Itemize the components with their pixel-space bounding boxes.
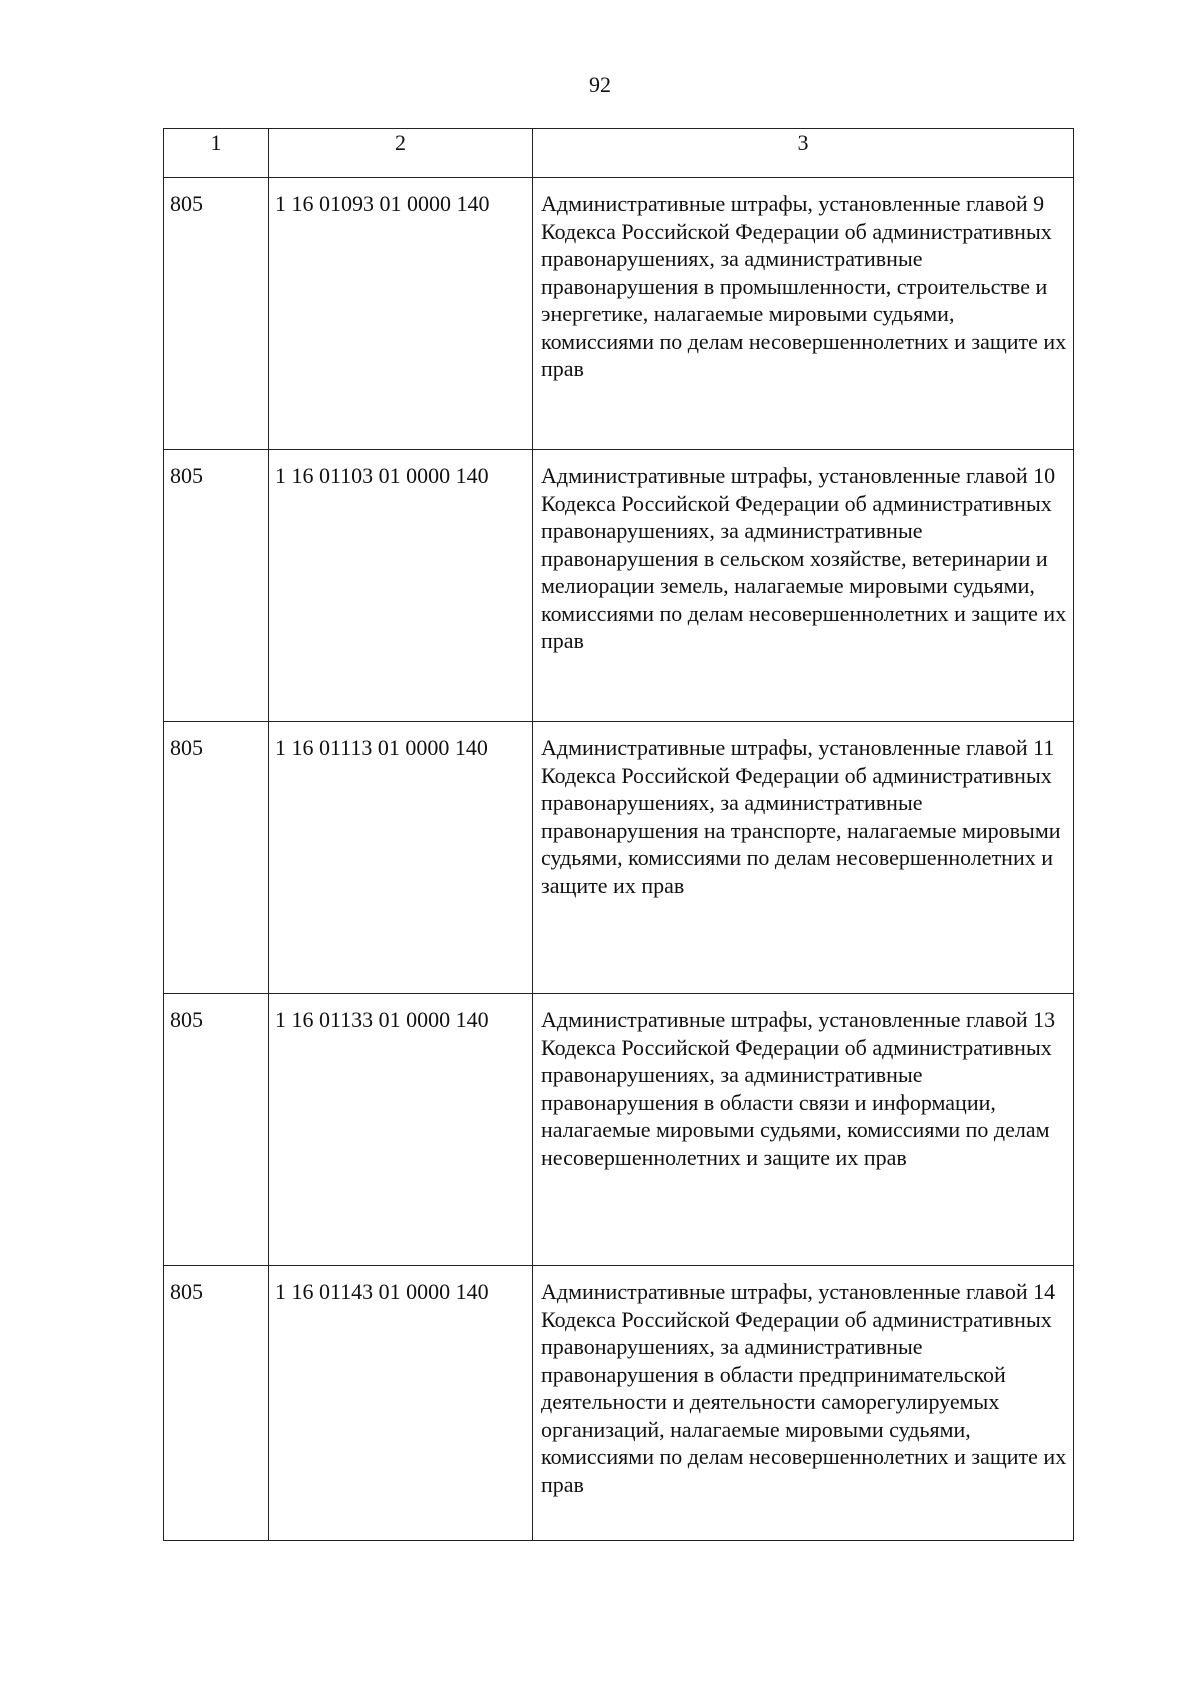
kbk-code-cell: 1 16 01103 01 0000 140 (269, 450, 533, 722)
page-number: 92 (589, 72, 611, 97)
table-body (164, 178, 1074, 1541)
table-row (164, 1266, 1074, 1541)
description-cell: Административные штрафы, установленные главой 10 Кодекса Российской Федерации об административных правонарушениях, за административные правонарушения в сельском хозяйстве, ветеринарии и мелиорации земель, налагаемые мировыми судьями, комиссиями по делам несовершеннолетних и защите их прав (533, 450, 1074, 722)
description-cell: Административные штрафы, установленные главой 11 Кодекса Российской Федерации об административных правонарушениях, за административные правонарушения на транспорте, налагаемые мировыми судьями, комиссиями по делам несовершеннолетних и защите их прав (533, 722, 1074, 994)
column-header-1: 1 (164, 129, 269, 178)
admin-code-cell: 805 (164, 178, 269, 450)
table-row (164, 722, 1074, 994)
table-row (164, 178, 1074, 450)
kbk-code-cell: 1 16 01113 01 0000 140 (269, 722, 533, 994)
description-cell: Административные штрафы, установленные главой 13 Кодекса Российской Федерации об административных правонарушениях, за административные правонарушения в области связи и информации, налагаемые мировыми судьями, комиссиями по делам несовершеннолетних и защите их прав (533, 994, 1074, 1266)
kbk-code-cell: 1 16 01093 01 0000 140 (269, 178, 533, 450)
table-header (164, 129, 1074, 178)
kbk-code-cell: 1 16 01143 01 0000 140 (269, 1266, 533, 1541)
admin-code-cell: 805 (164, 994, 269, 1266)
description-cell: Административные штрафы, установленные главой 14 Кодекса Российской Федерации об административных правонарушениях, за административные правонарушения в области предпринимательской деятельности и деятельности саморегулируемых организаций, налагаемые мировыми судьями, комиссиями по делам несовершеннолетних и защите их прав (533, 1266, 1074, 1541)
column-header-3: 3 (533, 129, 1074, 178)
admin-code-cell: 805 (164, 450, 269, 722)
table-row (164, 994, 1074, 1266)
column-header-2: 2 (269, 129, 533, 178)
table-row (164, 450, 1074, 722)
admin-code-cell: 805 (164, 1266, 269, 1541)
kbk-code-cell: 1 16 01133 01 0000 140 (269, 994, 533, 1266)
description-cell: Административные штрафы, установленные главой 9 Кодекса Российской Федерации об административных правонарушениях, за административные правонарушения в промышленности, строительстве и энергетике, налагаемые мировыми судьями, комиссиями по делам несовершеннолетних и защите их прав (533, 178, 1074, 450)
revenue-codes-table (163, 128, 1074, 1541)
admin-code-cell: 805 (164, 722, 269, 994)
header-row (164, 129, 1074, 178)
